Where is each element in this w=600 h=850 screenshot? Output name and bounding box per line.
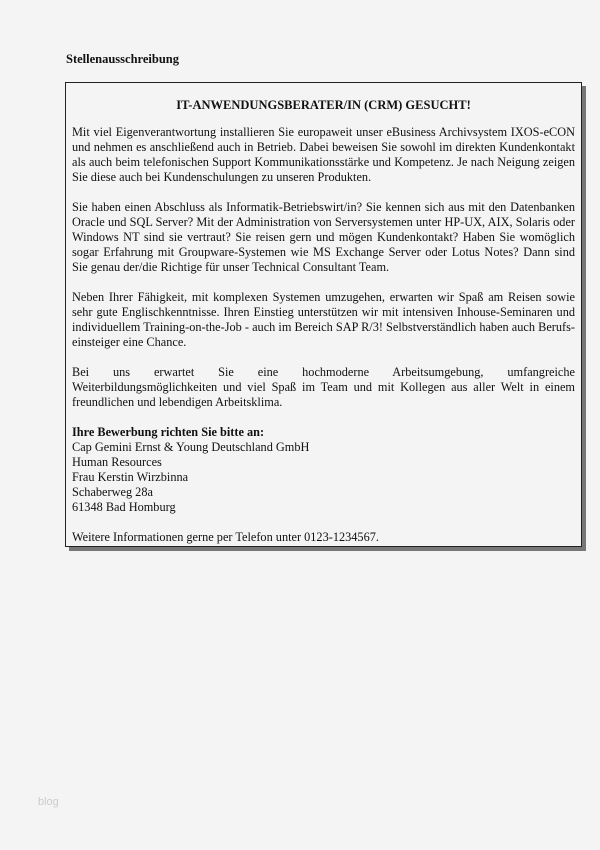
paragraph: Neben Ihrer Fähigkeit, mit komplexen Systemen umzugehen, erwarten wir Spaß am Reisen sowie sehr gute Englischkenntnisse. Ihren Einstieg unterstützen wir mit intensiven Inhouse-Seminaren und individuellem Training-on-the-Job - auch im Bereich SAP R/3! Selbstverständlich haben auch Berufs-einsteiger eine Chance. <box>72 290 575 349</box>
address-line: Frau Kerstin Wirzbinna <box>72 470 189 484</box>
application-address <box>72 425 575 515</box>
job-heading: IT-ANWENDUNGSBERATER/IN (CRM) GESUCHT! <box>176 98 471 112</box>
document-title: Stellenausschreibung <box>66 52 179 66</box>
paragraph: Mit viel Eigenverantwortung installieren Sie europaweit unser eBusiness Archivsystem IXOS-eCON und nehmen es anschließend auch in Betrieb. Dabei beweisen Sie sowohl im direkten Kundenkontakt als auch beim telefonischen Support Kommunikationsstärke und Kompetenz. Je nach Neigung zeigen Sie diese auch bei Kundenschulungen zu unseren Produkten. <box>72 125 575 184</box>
address-line: 61348 Bad Homburg <box>72 500 176 514</box>
address-line: Cap Gemini Ernst & Young Deutschland GmbH <box>72 440 310 454</box>
address-line: Human Resources <box>72 455 162 469</box>
address-line: Schaberweg 28a <box>72 485 153 499</box>
watermark: blog <box>38 796 59 808</box>
paragraph: Bei uns erwartet Sie eine hochmoderne Arbeitsumgebung, umfangreiche Weiterbildungsmöglichkeiten und viel Spaß im Team und mit Kollegen aus aller Welt in einem freundlichen und lebendigen Arbeitsklima. <box>72 365 575 409</box>
job-ad-box <box>65 82 582 547</box>
contact-info: Weitere Informationen gerne per Telefon unter 0123-1234567. <box>72 530 379 544</box>
paragraph: Sie haben einen Abschluss als Informatik-Betriebswirt/in? Sie kennen sich aus mit den Datenbanken Oracle und SQL Server? Mit der Administration von Serversystemen unter HP-UX, AIX, Solaris oder Windows NT sind sie vertraut? Sie reisen gern und mögen Kundenkontakt? Haben Sie womöglich sogar Erfahrung mit Groupware-Systemen wie MS Exchange Server oder Lotus Notes? Dann sind Sie genau der/die Richtige für unser Technical Consultant Team. <box>72 200 575 274</box>
application-label: Ihre Bewerbung richten Sie bitte an: <box>72 425 265 439</box>
